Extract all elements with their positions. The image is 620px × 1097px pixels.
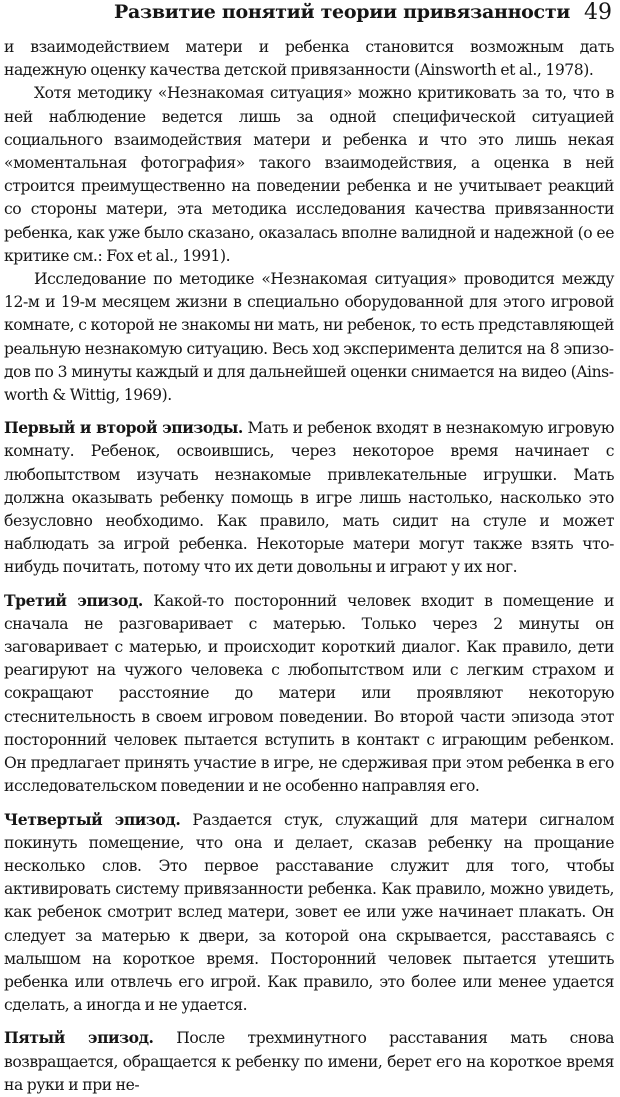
episode-heading: Первый и второй эпизоды. [4, 418, 243, 438]
running-title: Развитие понятий теории привязанности [114, 1, 571, 23]
episode-text: Раздается стук, служащий для матери сигналом покинуть помещение, что она и делает, сказав ребенку на прощание несколько слов. Это первое расставание служит для того, чтобы активировать систему привязанности ребенка. Как правило, можно увидеть, как ребенок смотрит вслед матери, зовет ее или уже начинает плакать. Он следует за матерью к двери, за которой она скрывается, расставаясь с малышом на короткое время. Посторонний человек пытается утешить ребенка или отвлечь его игрой. Как правило, это более или менее удается сделать, а иногда и не удается. [4, 810, 614, 1015]
paragraph-procedure: Исследование по методике «Незнакомая ситуация» проводится между 12-м и 19-м месяцем жизни в специально оборудованной для этого игровой комнате, с которой не знакомы ни мать, ни ребенок, то есть представляющей реальную незнакомую ситуацию. Весь ход эксперимента делится на 8 эпизодов по 3 минуты каждый и для дальнейшей оценки снимается на видео (Ainsworth & Wittig, 1969). [4, 270, 614, 405]
paragraph-method-critique: Хотя методику «Незнакомая ситуация» можно критиковать за то, что в ней наблюдение ведется лишь за одной специфической ситуацией социального взаимодействия матери и ребенка и что это лишь некая «моментальная фотография» такого взаимодействия, а оценка в ней строится преимущественно на поведении ребенка и не учитывает реакций со стороны матери, эта методика исследования качества привязанности ребенка, как уже было сказано, оказалась вполне валидной и надежной (о ее критике см.: Fox et al., 1991). [4, 84, 614, 265]
episode-heading: Третий эпизод. [4, 590, 143, 610]
episode-4 [4, 808, 614, 1018]
episode-3 [4, 589, 614, 799]
episode-text: После трехминутного расставания мать снова возвращается, обращается к ребенку по имени, берет его на короткое время на руки и при не- [4, 1029, 614, 1094]
page-header [4, 0, 614, 36]
episode-1-2 [4, 416, 614, 579]
body-text [4, 36, 614, 1097]
episode-text: Мать и ребенок входят в незнакомую игровую комнату. Ребенок, освоившись, через некоторое время начинает с любопытством изучать незнакомые привлекательные игрушки. Мать должна оказывать ребенку помощь в игре лишь настолько, насколько это безусловно необходимо. Как правило, мать сидит на стуле и может наблюдать за игрой ребенка. Некоторые матери могут также взять что-нибудь почитать, потому что их дети довольны и играют у их ног. [4, 419, 614, 577]
paragraph-continuation: и взаимодействием матери и ребенка становится возможным дать надежную оценку качества детской привязанности (Ainsworth et al., 1978). [4, 38, 614, 80]
episode-5 [4, 1026, 614, 1097]
page-number: 49 [584, 0, 612, 25]
episode-heading: Пятый эпизод. [4, 1028, 154, 1048]
episode-heading: Четвертый эпизод. [4, 809, 181, 829]
episode-text: Какой-то посторонний человек входит в помещение и сначала не разговаривает с матерью. Только через 2 минуты он заговаривает с матерью, и происходит короткий диалог. Как правило, дети реагируют на чужого человека с любопытством или с легким страхом и сокращают расстояние до матери или проявляют некоторую стеснительность в своем игровом поведении. Во второй части эпизода этот посторонний человек пытается вступить в контакт с играющим ребенком. Он предлагает принять участие в игре, не сдерживая при этом ребенка в его исследовательском поведении и не особенно направляя его. [4, 591, 614, 796]
